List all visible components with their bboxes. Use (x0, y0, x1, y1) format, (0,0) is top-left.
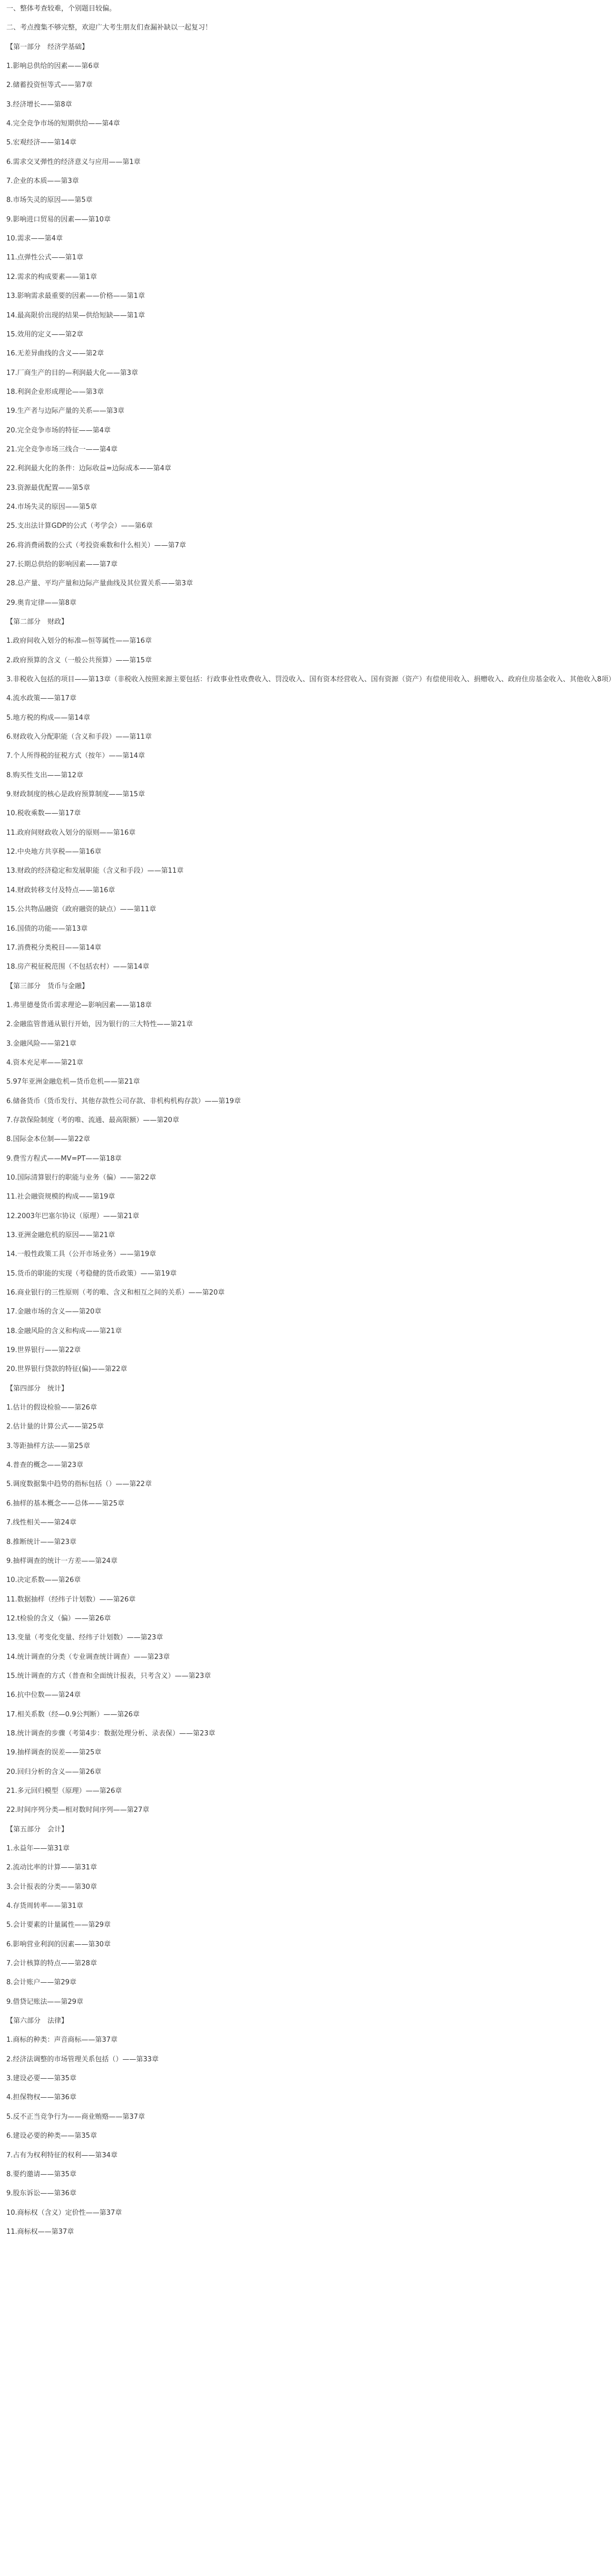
list-item: 15.公共物品融资（政府融资的缺点）——第11章 (6, 905, 157, 914)
list-item: 15.货币的职能的实现（考稳健的货币政策）——第19章 (6, 1269, 177, 1278)
list-item: 20.回归分析的含义——第26章 (6, 1768, 102, 1776)
list-item: 15.统计调查的方式（普查和全面统计报表，只考含义）——第23章 (6, 1672, 211, 1680)
list-item: 12.需求的构成要素——第1章 (6, 273, 97, 281)
list-item: 24.市场失灵的原因——第5章 (6, 503, 97, 511)
list-item: 21.完全竞争市场三线合一——第4章 (6, 445, 118, 454)
list-item: 12.2003年巴塞尔协议（原理）——第21章 (6, 1212, 140, 1220)
list-item: 12.t检验的含义（偏）——第26章 (6, 1614, 111, 1623)
list-item: 10.决定系数——第26章 (6, 1576, 81, 1585)
list-item: 10.国际清算银行的职能与业务（偏）——第22章 (6, 1173, 157, 1182)
list-item: 5.反不正当竞争行为——商业贿赂——第37章 (6, 2112, 145, 2121)
list-item: 4.普查的概念——第23章 (6, 1461, 83, 1470)
list-item: 8.购买性支出——第12章 (6, 771, 83, 779)
list-item: 7.占有为权利特征的权利——第34章 (6, 2151, 118, 2159)
list-item: 13.财政的经济稳定和发展职能（含义和手段）——第11章 (6, 867, 184, 875)
list-item: 9.费雪方程式——MV=PT——第18章 (6, 1154, 122, 1163)
list-item: 7.会计核算的特点——第28章 (6, 1960, 97, 1968)
sections-block (6, 43, 615, 2247)
list-item: 5.地方税的构成——第14章 (6, 713, 90, 722)
list-item: 4.存货周转率——第31章 (6, 1902, 83, 1911)
list-item: 16.抗中位数——第24章 (6, 1691, 81, 1700)
list-item: 3.会计报表的分类——第30章 (6, 1883, 97, 1891)
list-item: 8.会计账户——第29章 (6, 1979, 76, 1987)
list-item: 28.总产量、平均产量和边际产量曲线及其位置关系——第3章 (6, 580, 193, 588)
list-item: 14.一般性政策工具（公开市场业务）——第19章 (6, 1250, 157, 1259)
list-item: 7.线性相关——第24章 (6, 1519, 76, 1527)
list-item: 6.储备货币（货币发行、其他存款性公司存款、非机构机构存款）——第19章 (6, 1097, 241, 1105)
list-item: 7.个人所得税的征税方式（按年）——第14章 (6, 752, 145, 760)
list-item: 10.需求——第4章 (6, 235, 63, 243)
list-item: 16.商业银行的三性原则（考的唯、含义和相互之间的关系）——第20章 (6, 1289, 225, 1297)
list-item: 7.存款保险制度（考的唯、流通、最高限额）——第20章 (6, 1116, 179, 1124)
list-item: 1.永益年——第31章 (6, 1845, 70, 1853)
section-title: 【第五部分 会计】 (6, 1825, 69, 1834)
list-item: 10.商标权（含义）定价性——第37章 (6, 2208, 122, 2217)
list-item: 20.世界银行贷款的特征(偏)——第22章 (6, 1365, 128, 1374)
list-item: 12.中央地方共享税——第16章 (6, 848, 102, 856)
list-item: 1.商标的种类：声音商标——第37章 (6, 2036, 118, 2044)
list-item: 18.利润企业形成理论——第3章 (6, 388, 104, 396)
list-item: 4.资本充足率——第21章 (6, 1058, 83, 1067)
list-item: 8.推断统计——第23章 (6, 1538, 76, 1546)
list-item: 26.将消费函数的公式（考投资乘数和什么相关）——第7章 (6, 541, 186, 549)
list-item: 19.抽样调查的误差——第25章 (6, 1749, 102, 1757)
section-title: 【第一部分 经济学基础】 (6, 43, 89, 51)
list-item: 4.完全竞争市场的短期供给——第4章 (6, 120, 120, 128)
list-item: 29.奥肯定律——第8章 (6, 599, 76, 607)
section-title: 【第六部分 法律】 (6, 2017, 69, 2025)
list-item: 2.估计量的计算公式——第25章 (6, 1423, 104, 1431)
list-item: 27.长期总供给的影响因素——第7章 (6, 560, 118, 568)
list-item: 2.政府预算的含义（一般公共预算）——第15章 (6, 656, 152, 664)
list-item: 14.统计调查的分类（专业调查统计调查）——第23章 (6, 1653, 170, 1661)
list-item: 17.厂商生产的目的—利润最大化——第3章 (6, 369, 138, 377)
list-item: 14.最高限价出现的结果—供给短缺——第1章 (6, 311, 145, 320)
list-item: 3.金融风险——第21章 (6, 1039, 76, 1048)
list-item: 19.生产者与边际产量的关系——第3章 (6, 407, 124, 416)
list-item: 10.税收乘数——第17章 (6, 809, 81, 818)
list-item: 13.变量（考变化变量、经纬子计划数）——第23章 (6, 1634, 163, 1642)
list-item: 3.非税收入包括的项目——第13章（非税收入按照来源主要包括：行政事业性收费收入、罚没收入、国有资本经营收入、国有资源（资产）有偿使用收入、捐赠收入、政府住房基金收入、其他收入8项） (6, 676, 615, 684)
list-item: 5.会计要素的计量属性——第29章 (6, 1921, 111, 1929)
list-item: 3.经济增长——第8章 (6, 100, 72, 109)
list-item: 11.政府间财政收入划分的原则——第16章 (6, 828, 136, 837)
list-item: 25.支出法计算GDP的公式（考学会）——第6章 (6, 522, 153, 530)
section-title: 【第三部分 货币与金融】 (6, 982, 89, 990)
list-item: 9.影响进口贸易的因素——第10章 (6, 215, 111, 224)
list-item: 14.财政转移支付及特点——第16章 (6, 886, 115, 894)
list-item: 5.97年亚洲金融危机—货币危机——第21章 (6, 1078, 140, 1086)
list-item: 9.抽样调查的统计一方差——第24章 (6, 1557, 118, 1565)
list-item: 13.影响需求最重要的因素——价格——第1章 (6, 292, 145, 301)
list-item: 8.市场失灵的原因——第5章 (6, 196, 93, 205)
list-item: 4.流水政策——第17章 (6, 694, 76, 703)
list-item: 6.财政收入分配职能（含义和手段）——第11章 (6, 733, 152, 741)
list-item: 6.建设必要的种类——第35章 (6, 2132, 97, 2140)
section-title: 【第二部分 财政】 (6, 618, 69, 626)
list-item: 17.金融市场的含义——第20章 (6, 1308, 102, 1316)
list-item: 6.抽样的基本概念——总体——第25章 (6, 1499, 124, 1508)
list-item: 17.相关系数（经—0.9公判断）——第26章 (6, 1710, 140, 1719)
list-item: 22.时间序列分类—相对数时间序列——第27章 (6, 1806, 150, 1815)
list-item: 1.估计的假设检验——第26章 (6, 1404, 97, 1412)
list-item: 22.利润最大化的条件：边际收益=边际成本——第4章 (6, 465, 171, 473)
list-item: 11.社会融资规模的构成——第19章 (6, 1193, 115, 1201)
list-item: 5.宏观经济——第14章 (6, 139, 76, 147)
intro-line: 二、考点搜集不够完整，欢迎广大考生朋友们查漏补缺以一起复习！ (6, 24, 212, 32)
list-item: 20.完全竞争市场的特征——第4章 (6, 426, 111, 435)
list-item: 7.企业的本质——第3章 (6, 177, 79, 186)
list-item: 3.等距抽样方法——第25章 (6, 1442, 90, 1450)
list-item: 18.房产税征税范围（不包括农村）——第14章 (6, 963, 150, 971)
list-item: 8.国际金本位制——第22章 (6, 1135, 90, 1144)
section-title: 【第四部分 统计】 (6, 1384, 69, 1393)
intro-line: 一、整体考查较难，个别题目较偏。 (6, 5, 116, 13)
list-item: 6.需求交叉弹性的经济意义与应用——第1章 (6, 158, 141, 166)
list-item: 3.建设必要——第35章 (6, 2075, 76, 2083)
list-item: 11.数据抽样（经纬子计划数）——第26章 (6, 1595, 136, 1604)
list-item: 2.储蓄投资恒等式——第7章 (6, 81, 93, 90)
list-item: 6.影响营业利润的因素——第30章 (6, 1940, 111, 1948)
list-item: 4.担保物权——第36章 (6, 2093, 76, 2102)
list-item: 16.无差异曲线的含义——第2章 (6, 350, 104, 358)
list-item: 11.点弹性公式——第1章 (6, 254, 83, 262)
list-item: 5.调度数据集中趋势的指标包括（）——第22章 (6, 1480, 152, 1489)
list-item: 13.亚洲金融危机的原因——第21章 (6, 1231, 115, 1239)
list-item: 23.资源最优配置——第5章 (6, 484, 90, 492)
intro-block (6, 4, 434, 43)
list-item: 18.统计调查的步骤（考第4步：数据处理分析、录表保）——第23章 (6, 1729, 216, 1738)
list-item: 11.商标权——第37章 (6, 2227, 74, 2236)
list-item: 2.流动比率的计算——第31章 (6, 1864, 97, 1872)
list-item: 16.国债的功能——第13章 (6, 924, 88, 933)
list-item: 9.财政制度的核心是政府预算制度——第15章 (6, 790, 145, 799)
list-item: 9.股东诉讼——第36章 (6, 2189, 76, 2198)
list-item: 18.金融风险的含义和构成——第21章 (6, 1327, 122, 1335)
list-item: 15.效用的定义——第2章 (6, 330, 83, 339)
list-item: 2.经济法调整的市场管理关系包括（）——第33章 (6, 2055, 159, 2063)
list-item: 8.要约邀请——第35章 (6, 2170, 76, 2178)
list-item: 17.消费税分类税目——第14章 (6, 943, 102, 952)
list-item: 19.世界银行——第22章 (6, 1346, 81, 1355)
list-item: 1.政府间收入划分的标准—恒等属性——第16章 (6, 637, 152, 645)
list-item: 9.借贷记账法——第29章 (6, 1998, 83, 2006)
list-item: 21.多元回归模型（原理）——第26章 (6, 1787, 122, 1795)
list-item: 1.弗里德曼货币需求理论—影响因素——第18章 (6, 1001, 152, 1009)
list-item: 1.影响总供给的因素——第6章 (6, 62, 100, 71)
list-item: 2.金融监管普通从银行开始，因为银行的三大特性——第21章 (6, 1020, 193, 1029)
